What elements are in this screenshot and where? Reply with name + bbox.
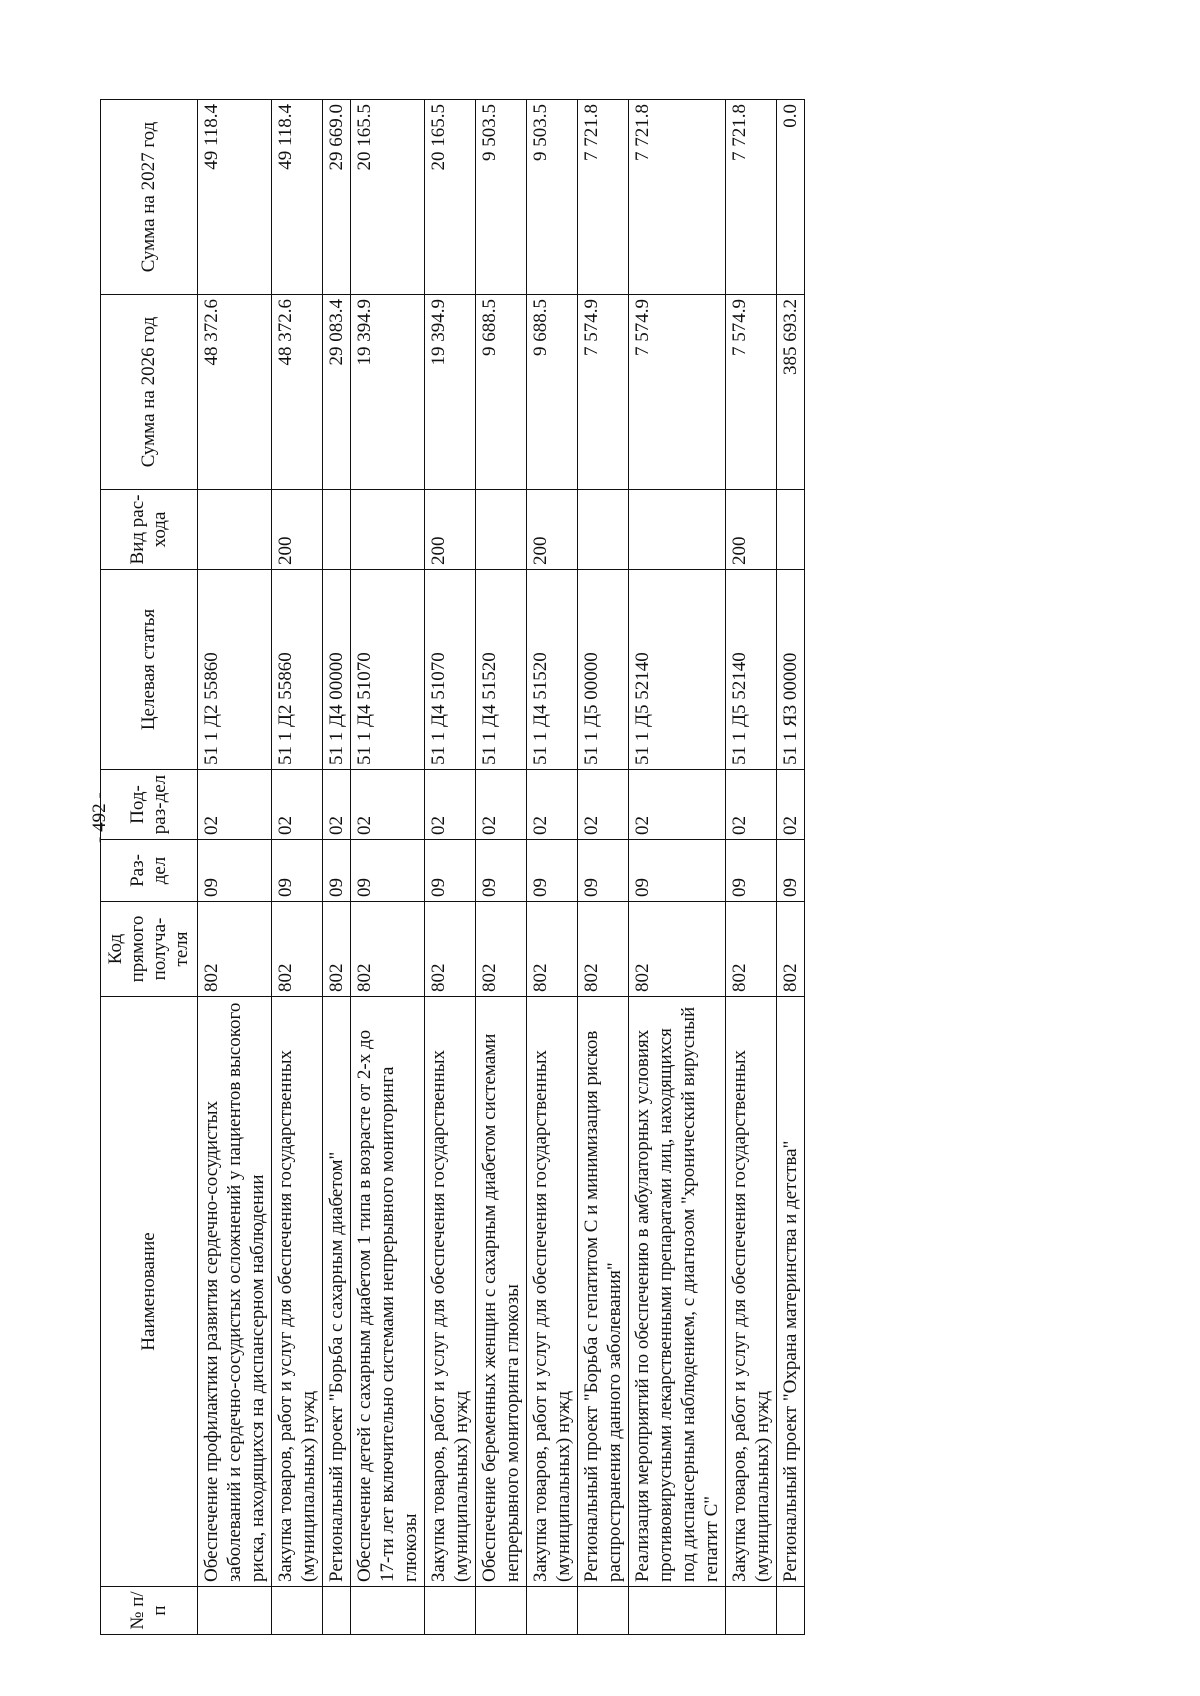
- cell-sum-2026: 9 688.5: [476, 295, 527, 490]
- cell-podrazdel: 02: [272, 770, 323, 840]
- cell-razdel: 09: [578, 840, 629, 902]
- cell-vid: 200: [527, 490, 578, 570]
- page-number: - 492 -: [89, 792, 110, 843]
- cell-sum-2026: 19 394.9: [425, 295, 476, 490]
- budget-table-rotated: [100, 45, 1200, 1635]
- cell-no: [629, 1587, 726, 1635]
- cell-sum-2027: 20 165.5: [351, 100, 425, 295]
- cell-sum-2027: 9 503.5: [527, 100, 578, 295]
- table-row: [198, 100, 272, 1635]
- cell-name: Обеспечение профилактики развития сердечно-сосудистых заболеваний и сердечно-сосудистых осложнений у пациентов высокого риска, находящихся на диспансерном наблюдении: [198, 997, 272, 1587]
- table-body: [198, 100, 805, 1635]
- cell-code: 802: [425, 902, 476, 997]
- cell-article: 51 1 Д2 55860: [272, 570, 323, 770]
- cell-sum-2027: 7 721.8: [726, 100, 777, 295]
- cell-name: Региональный проект "Охрана материнства и детства": [777, 997, 805, 1587]
- cell-name: Реализация мероприятий по обеспечению в амбулаторных условиях противовирусными лекарственными препаратами лиц, находящихся под диспансерным наблюдением, с диагнозом "хронический вирусный гепатит С": [629, 997, 726, 1587]
- cell-razdel: 09: [351, 840, 425, 902]
- cell-no: [272, 1587, 323, 1635]
- cell-vid: [777, 490, 805, 570]
- cell-code: 802: [578, 902, 629, 997]
- cell-article: 51 1 Д4 51070: [351, 570, 425, 770]
- table-row: [425, 100, 476, 1635]
- cell-sum-2026: 19 394.9: [351, 295, 425, 490]
- budget-table: [100, 99, 805, 1635]
- cell-code: 802: [272, 902, 323, 997]
- cell-podrazdel: 02: [351, 770, 425, 840]
- cell-podrazdel: 02: [777, 770, 805, 840]
- cell-sum-2027: 7 721.8: [629, 100, 726, 295]
- cell-sum-2027: 9 503.5: [476, 100, 527, 295]
- cell-code: 802: [323, 902, 351, 997]
- cell-name: Региональный проект "Борьба с сахарным диабетом": [323, 997, 351, 1587]
- header-code: Код прямого получа-теля: [101, 902, 198, 997]
- cell-sum-2026: 7 574.9: [726, 295, 777, 490]
- cell-code: 802: [777, 902, 805, 997]
- cell-no: [198, 1587, 272, 1635]
- cell-podrazdel: 02: [198, 770, 272, 840]
- cell-article: 51 1 Д4 00000: [323, 570, 351, 770]
- table-row: [476, 100, 527, 1635]
- cell-sum-2026: 48 372.6: [272, 295, 323, 490]
- cell-razdel: 09: [198, 840, 272, 902]
- header-sum-2027: Сумма на 2027 год: [101, 100, 198, 295]
- cell-sum-2027: 49 118.4: [272, 100, 323, 295]
- cell-vid: [476, 490, 527, 570]
- header-name: Наименование: [101, 997, 198, 1587]
- header-no: № п/п: [101, 1587, 198, 1635]
- cell-sum-2027: 49 118.4: [198, 100, 272, 295]
- cell-sum-2027: 20 165.5: [425, 100, 476, 295]
- table-row: [578, 100, 629, 1635]
- cell-podrazdel: 02: [578, 770, 629, 840]
- cell-article: 51 1 Д5 52140: [629, 570, 726, 770]
- cell-razdel: 09: [425, 840, 476, 902]
- cell-no: [323, 1587, 351, 1635]
- cell-article: 51 1 Д2 55860: [198, 570, 272, 770]
- cell-article: 51 1 Д5 00000: [578, 570, 629, 770]
- cell-no: [578, 1587, 629, 1635]
- cell-vid: [351, 490, 425, 570]
- cell-article: 51 1 Д4 51520: [527, 570, 578, 770]
- cell-name: Обеспечение детей с сахарным диабетом 1 типа в возрасте от 2-х до 17-ти лет включительно системами непрерывного мониторинга глюкозы: [351, 997, 425, 1587]
- table-row: [272, 100, 323, 1635]
- header-sum-2026: Сумма на 2026 год: [101, 295, 198, 490]
- cell-sum-2027: 7 721.8: [578, 100, 629, 295]
- cell-razdel: 09: [629, 840, 726, 902]
- cell-podrazdel: 02: [527, 770, 578, 840]
- cell-podrazdel: 02: [323, 770, 351, 840]
- cell-sum-2027: 0.0: [777, 100, 805, 295]
- cell-sum-2026: 7 574.9: [578, 295, 629, 490]
- cell-vid: [198, 490, 272, 570]
- table-row: [777, 100, 805, 1635]
- cell-razdel: 09: [323, 840, 351, 902]
- cell-vid: [578, 490, 629, 570]
- cell-podrazdel: 02: [629, 770, 726, 840]
- cell-vid: 200: [726, 490, 777, 570]
- cell-vid: 200: [272, 490, 323, 570]
- cell-sum-2026: 385 693.2: [777, 295, 805, 490]
- cell-podrazdel: 02: [425, 770, 476, 840]
- cell-razdel: 09: [476, 840, 527, 902]
- cell-name: Региональный проект "Борьба с гепатитом С и минимизация рисков распространения данного заболевания": [578, 997, 629, 1587]
- cell-no: [476, 1587, 527, 1635]
- header-article: Целевая статья: [101, 570, 198, 770]
- cell-podrazdel: 02: [476, 770, 527, 840]
- cell-code: 802: [527, 902, 578, 997]
- cell-code: 802: [476, 902, 527, 997]
- cell-article: 51 1 Д4 51070: [425, 570, 476, 770]
- cell-no: [527, 1587, 578, 1635]
- header-razdel: Раз-дел: [101, 840, 198, 902]
- table-row: [351, 100, 425, 1635]
- cell-razdel: 09: [272, 840, 323, 902]
- cell-code: 802: [198, 902, 272, 997]
- cell-no: [726, 1587, 777, 1635]
- table-row: [527, 100, 578, 1635]
- cell-code: 802: [629, 902, 726, 997]
- table-row: [629, 100, 726, 1635]
- cell-code: 802: [351, 902, 425, 997]
- cell-name: Закупка товаров, работ и услуг для обеспечения государственных (муниципальных) нужд: [272, 997, 323, 1587]
- cell-razdel: 09: [777, 840, 805, 902]
- cell-article: 51 1 Д4 51520: [476, 570, 527, 770]
- cell-name: Закупка товаров, работ и услуг для обеспечения государственных (муниципальных) нужд: [425, 997, 476, 1587]
- cell-no: [777, 1587, 805, 1635]
- cell-name: Закупка товаров, работ и услуг для обеспечения государственных (муниципальных) нужд: [726, 997, 777, 1587]
- table-header-row: [101, 100, 198, 1635]
- header-vid: Вид рас-хода: [101, 490, 198, 570]
- table-row: [726, 100, 777, 1635]
- cell-podrazdel: 02: [726, 770, 777, 840]
- cell-sum-2027: 29 669.0: [323, 100, 351, 295]
- header-podrazdel: Под-раз-дел: [101, 770, 198, 840]
- cell-no: [425, 1587, 476, 1635]
- cell-article: 51 1 Я3 00000: [777, 570, 805, 770]
- cell-vid: [629, 490, 726, 570]
- table-row: [323, 100, 351, 1635]
- cell-sum-2026: 29 083.4: [323, 295, 351, 490]
- cell-sum-2026: 9 688.5: [527, 295, 578, 490]
- cell-vid: [323, 490, 351, 570]
- cell-sum-2026: 7 574.9: [629, 295, 726, 490]
- cell-name: Закупка товаров, работ и услуг для обеспечения государственных (муниципальных) нужд: [527, 997, 578, 1587]
- cell-razdel: 09: [726, 840, 777, 902]
- cell-sum-2026: 48 372.6: [198, 295, 272, 490]
- cell-vid: 200: [425, 490, 476, 570]
- cell-code: 802: [726, 902, 777, 997]
- cell-article: 51 1 Д5 52140: [726, 570, 777, 770]
- cell-name: Обеспечение беременных женщин с сахарным диабетом системами непрерывного мониторинга глюкозы: [476, 997, 527, 1587]
- cell-no: [351, 1587, 425, 1635]
- cell-razdel: 09: [527, 840, 578, 902]
